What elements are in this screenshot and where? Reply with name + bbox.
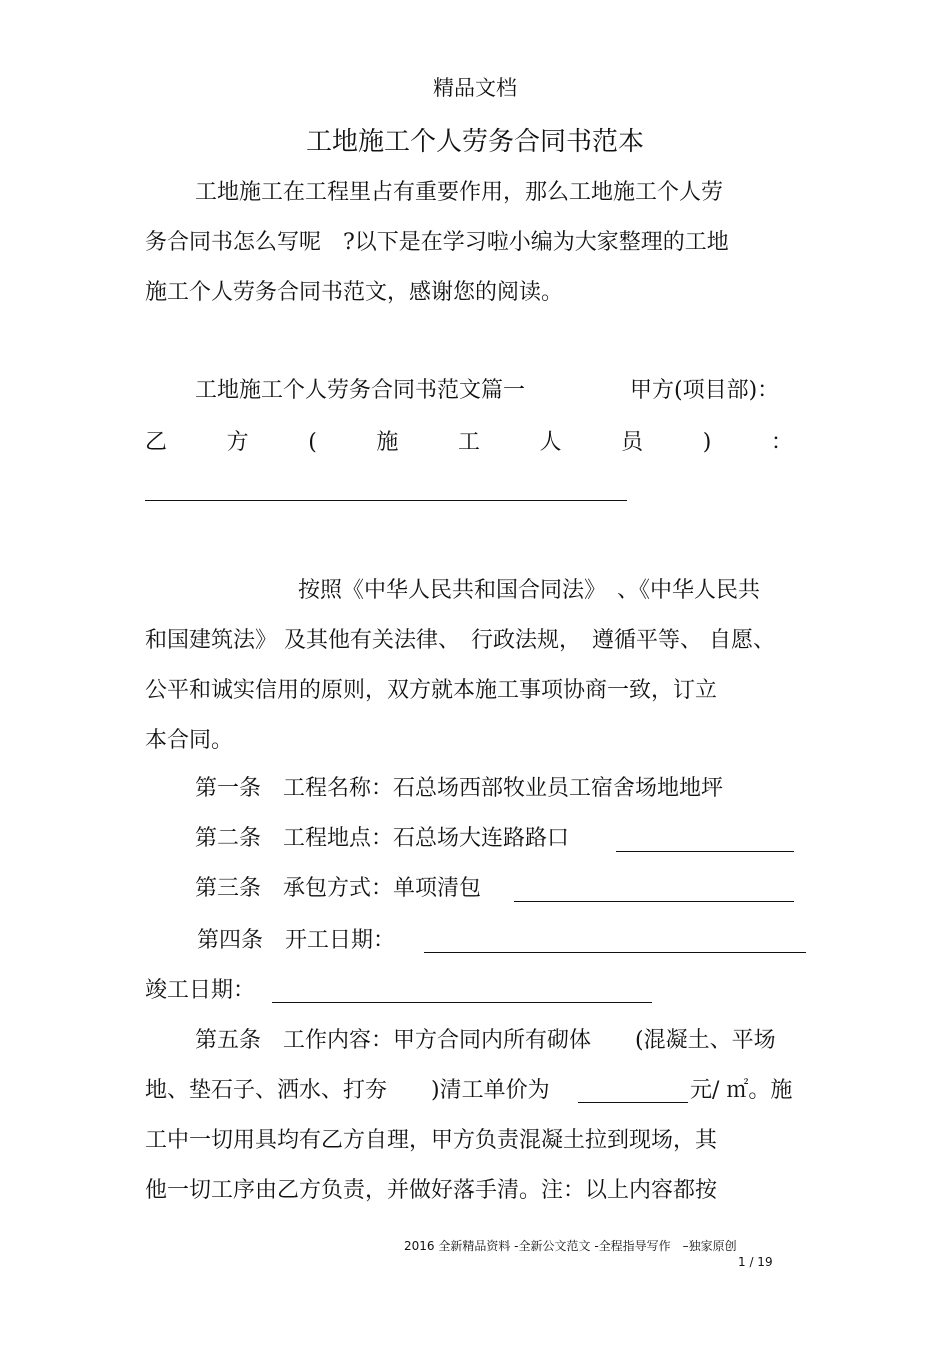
article-2-text: 第二条 工程地点：石总场大连路路口 — [195, 826, 570, 851]
party-b-char: 施 — [376, 430, 399, 455]
document-title: 工地施工个人劳务合同书范本 — [305, 127, 644, 157]
party-b-char: ： — [770, 430, 793, 455]
intro-line-3: 施工个人劳务合同书范文，感谢您的阅读。 — [145, 280, 564, 305]
completion-date-blank-line — [272, 1002, 652, 1003]
article-2-blank-line — [616, 851, 794, 852]
party-b-char: 方 — [226, 430, 249, 455]
party-b-char: ( — [308, 430, 317, 455]
page-header: 精品文档 — [433, 76, 517, 100]
article-5-line-3: 工中一切用具均有乙方自理，甲方负责混凝土拉到现场，其 — [145, 1128, 718, 1153]
article-5-line-1: 第五条 工作内容：甲方合同内所有砌体 (混凝土、平场 — [195, 1028, 776, 1053]
preamble-line-4: 本合同。 — [145, 728, 234, 753]
article-3: 第三条 承包方式：单项清包 — [195, 876, 482, 901]
party-b-char: 工 — [457, 430, 480, 455]
article-5-line-2: 地、垫石子、洒水、打夯 )清工单价为 — [145, 1078, 550, 1103]
unit-price-unit: 元/ ㎡。施 — [690, 1078, 793, 1103]
preamble-line-2: 和国建筑法》 及其他有关法律、 行政法规， 遵循平等、 自愿、 — [145, 628, 775, 653]
completion-date-label: 竣工日期： — [145, 978, 256, 1003]
party-b-label — [145, 428, 793, 458]
party-a-label: 甲方(项目部)： — [630, 378, 780, 403]
party-b-blank-line — [145, 500, 627, 501]
article-4: 第四条 开工日期： — [197, 928, 396, 953]
article-3-blank-line — [514, 901, 794, 902]
party-b-char: ) — [702, 430, 712, 455]
preamble-line-1: 按照《中华人民共和国合同法》 、《中华人民共 — [298, 578, 761, 603]
part-heading: 工地施工个人劳务合同书范文篇一 — [195, 378, 526, 403]
preamble-line-3: 公平和诚实信用的原则，双方就本施工事项协商一致，订立 — [145, 678, 718, 703]
unit-price-blank-line — [578, 1102, 688, 1103]
party-b-char: 员 — [621, 430, 644, 455]
article-2 — [195, 824, 569, 854]
page-footer: 2016 全新精品资料 -全新公文范文 -全程指导写作 –独家原创 — [404, 1239, 737, 1253]
party-b-char: 人 — [539, 430, 562, 455]
intro-line-1: 工地施工在工程里占有重要作用，那么工地施工个人劳 — [195, 180, 724, 205]
article-1: 第一条 工程名称：石总场西部牧业员工宿舍场地地坪 — [195, 776, 724, 801]
page-number: 1 / 19 — [738, 1255, 773, 1269]
start-date-blank-line — [424, 952, 806, 953]
intro-line-2: 务合同书怎么写呢 ?以下是在学习啦小编为大家整理的工地 — [145, 230, 729, 255]
article-5-line-4: 他一切工序由乙方负责，并做好落手清。注：以上内容都按 — [145, 1178, 718, 1203]
party-b-char: 乙 — [145, 430, 168, 455]
